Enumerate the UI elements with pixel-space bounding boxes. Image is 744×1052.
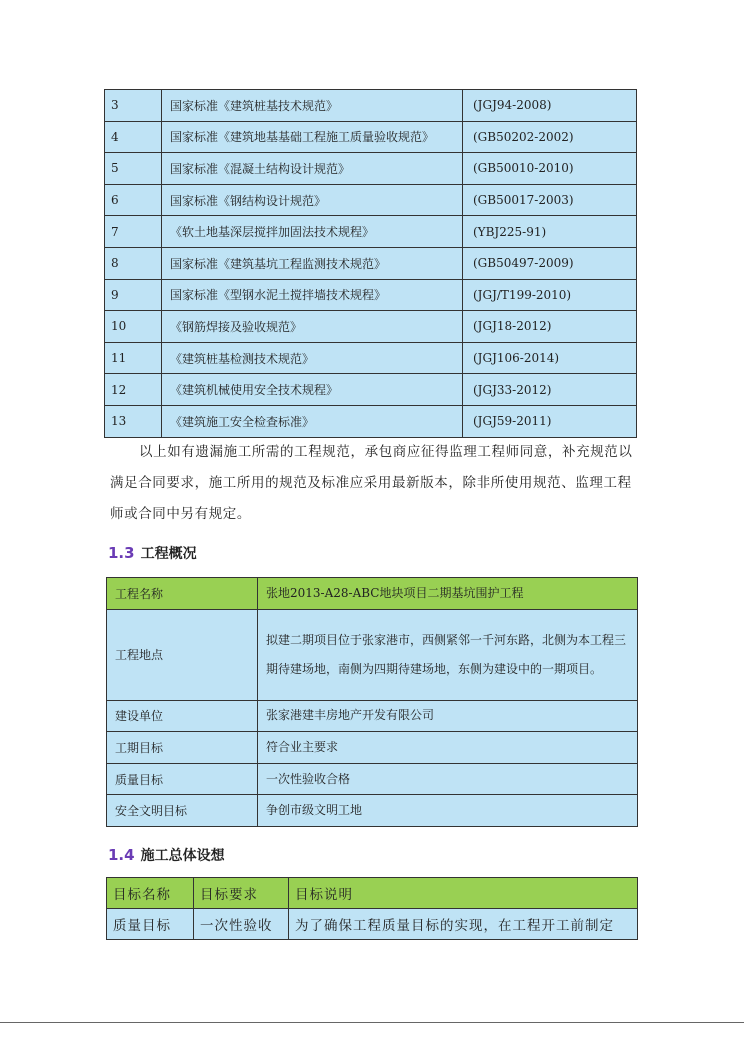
standard-number: 3 [105, 90, 162, 122]
overview-label: 质量目标 [107, 763, 258, 795]
table-row [105, 153, 637, 185]
standard-code: (GB50017-2003) [463, 184, 637, 216]
standard-name: 国家标准《混凝土结构设计规范》 [162, 153, 463, 185]
table-row [105, 374, 637, 406]
table-row [107, 700, 638, 732]
overview-value: 争创市级文明工地 [258, 795, 638, 827]
supplement-paragraph: 以上如有遗漏施工所需的工程规范，承包商应征得监理工程师同意，补充规范以满足合同要求，施工所用的规范及标准应采用最新版本，除非所使用规范、监理工程师或合同中另有规定。 [110, 444, 633, 522]
page-footer-divider [0, 1022, 744, 1023]
standard-number: 11 [105, 342, 162, 374]
table-cell: 质量目标 [107, 909, 194, 940]
overview-label: 安全文明目标 [107, 795, 258, 827]
standard-number: 12 [105, 374, 162, 406]
standard-name: 国家标准《建筑地基基础工程施工质量验收规范》 [162, 121, 463, 153]
standard-name: 国家标准《型钢水泥土搅拌墙技术规程》 [162, 279, 463, 311]
standard-code: (JGJ106-2014) [463, 342, 637, 374]
standard-number: 5 [105, 153, 162, 185]
table-row [107, 732, 638, 764]
section-number: 1.4 [108, 846, 135, 864]
table-row [105, 184, 637, 216]
column-header: 目标说明 [289, 878, 638, 909]
standard-code: (JGJ18-2012) [463, 311, 637, 343]
standard-number: 7 [105, 216, 162, 248]
standard-name: 《钢筋焊接及验收规范》 [162, 311, 463, 343]
standard-number: 9 [105, 279, 162, 311]
standard-code: (YBJ225-91) [463, 216, 637, 248]
table-row [107, 763, 638, 795]
standards-table [104, 89, 637, 438]
project-overview-table [106, 577, 638, 827]
section-title: 工程概况 [140, 546, 197, 562]
standard-number: 6 [105, 184, 162, 216]
table-row [105, 405, 637, 437]
column-header: 目标名称 [107, 878, 194, 909]
standard-name: 国家标准《建筑桩基技术规范》 [162, 90, 463, 122]
overview-value: 符合业主要求 [258, 732, 638, 764]
standard-code: (JGJ/T199-2010) [463, 279, 637, 311]
section-1-4-heading [108, 845, 225, 865]
table-cell: 为了确保工程质量目标的实现，在工程开工前制定 [289, 909, 638, 940]
standard-number: 4 [105, 121, 162, 153]
standard-code: (GB50202-2002) [463, 121, 637, 153]
standard-name: 国家标准《建筑基坑工程监测技术规范》 [162, 247, 463, 279]
table-row [105, 311, 637, 343]
table-header-row [107, 878, 638, 909]
table-row [107, 609, 638, 700]
overview-label: 建设单位 [107, 700, 258, 732]
overview-value: 张地2013-A28-ABC地块项目二期基坑围护工程 [258, 578, 638, 610]
table-row [105, 279, 637, 311]
overview-value: 张家港建丰房地产开发有限公司 [258, 700, 638, 732]
table-row [105, 342, 637, 374]
column-header: 目标要求 [194, 878, 289, 909]
table-row [107, 795, 638, 827]
standard-code: (JGJ59-2011) [463, 405, 637, 437]
standard-code: (GB50010-2010) [463, 153, 637, 185]
standard-number: 10 [105, 311, 162, 343]
standard-name: 《建筑机械使用安全技术规程》 [162, 374, 463, 406]
overview-value: 一次性验收合格 [258, 763, 638, 795]
table-row [105, 121, 637, 153]
overview-label: 工期目标 [107, 732, 258, 764]
standard-name: 《建筑施工安全检查标准》 [162, 405, 463, 437]
section-1-3-heading [108, 543, 197, 563]
standard-code: (JGJ94-2008) [463, 90, 637, 122]
standard-name: 国家标准《钢结构设计规范》 [162, 184, 463, 216]
overview-value: 拟建二期项目位于张家港市，西侧紧邻一千河东路，北侧为本工程三期待建场地，南侧为四期待建场地，东侧为建设中的一期项目。 [258, 609, 638, 700]
table-cell: 一次性验收 [194, 909, 289, 940]
table-row [105, 247, 637, 279]
table-row [107, 578, 638, 610]
standard-number: 13 [105, 405, 162, 437]
section-number: 1.3 [108, 544, 135, 562]
overview-label: 工程地点 [107, 609, 258, 700]
standard-name: 《建筑桩基检测技术规范》 [162, 342, 463, 374]
table-row [105, 216, 637, 248]
table-row [107, 909, 638, 940]
standard-name: 《软土地基深层搅拌加固法技术规程》 [162, 216, 463, 248]
standard-code: (GB50497-2009) [463, 247, 637, 279]
standard-number: 8 [105, 247, 162, 279]
construction-plan-table [106, 877, 638, 940]
table-row [105, 90, 637, 122]
standard-code: (JGJ33-2012) [463, 374, 637, 406]
section-title: 施工总体设想 [140, 848, 225, 864]
overview-label: 工程名称 [107, 578, 258, 610]
